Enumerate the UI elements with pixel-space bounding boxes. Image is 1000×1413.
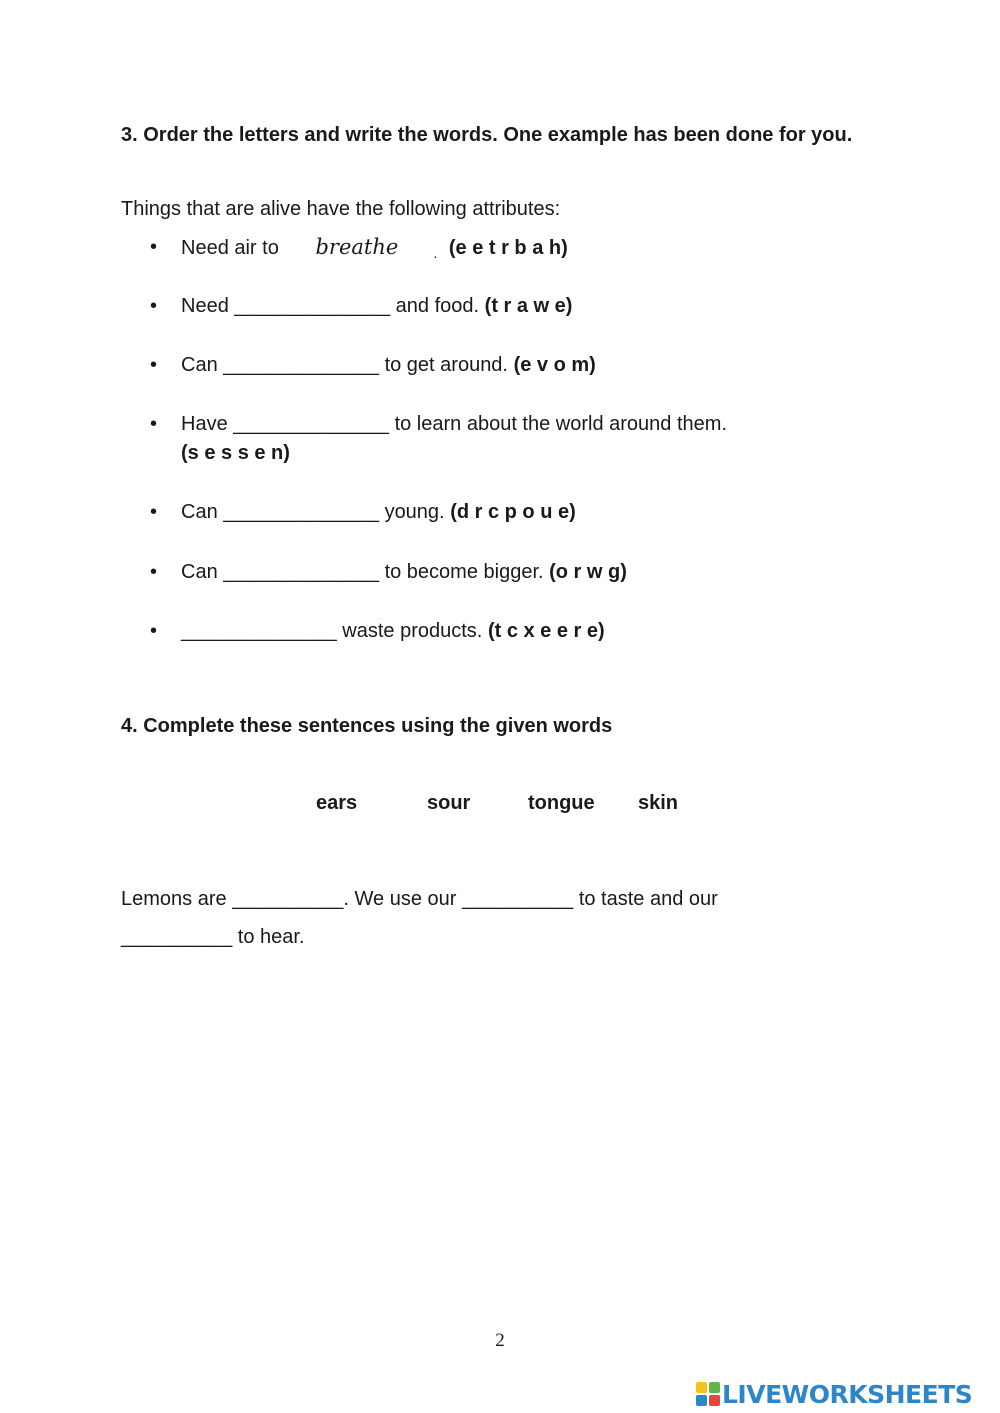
answer-blank[interactable]: ______________ bbox=[234, 295, 391, 317]
scrambled-letters: (s e s s e n) bbox=[181, 442, 290, 464]
logo-square bbox=[696, 1382, 707, 1393]
scrambled-letters: (d r c p o u e) bbox=[450, 501, 576, 523]
item-text: waste products. bbox=[342, 620, 483, 642]
word-bank-item[interactable]: sour bbox=[427, 792, 471, 814]
word-bank bbox=[0, 792, 1000, 822]
answer-blank[interactable]: __________ bbox=[121, 926, 233, 948]
bullet-icon: • bbox=[150, 236, 158, 258]
example-answer: breathe bbox=[315, 235, 399, 259]
item-text: Can bbox=[181, 354, 218, 376]
logo-square bbox=[696, 1395, 707, 1406]
item-text: young. bbox=[384, 501, 445, 523]
sentence-text: Lemons are bbox=[121, 888, 227, 910]
liveworksheets-logo[interactable] bbox=[696, 1378, 972, 1410]
sentence-text: to hear. bbox=[237, 926, 305, 948]
scrambled-letters: (e v o m) bbox=[513, 354, 596, 376]
fill-in-sentence bbox=[121, 880, 718, 956]
page-number: 2 bbox=[495, 1330, 505, 1351]
answer-blank[interactable]: ______________ bbox=[181, 620, 337, 642]
sentence-text: to taste and our bbox=[578, 888, 718, 910]
section-3-title: 3. Order the letters and write the words. One example has been done for you. bbox=[121, 124, 853, 146]
bullet-icon: • bbox=[150, 620, 158, 642]
brand-name: LIVEWORKSHEETS bbox=[722, 1379, 973, 1409]
logo-grid-icon bbox=[696, 1382, 720, 1406]
item-text: Need bbox=[181, 295, 229, 317]
item-text: to learn about the world around them. bbox=[394, 413, 727, 435]
word-bank-item[interactable]: tongue bbox=[528, 792, 595, 814]
item-text: to get around. bbox=[384, 354, 508, 376]
bullet-icon: • bbox=[150, 561, 158, 583]
section-4-title: 4. Complete these sentences using the given words bbox=[121, 715, 613, 737]
logo-square bbox=[709, 1382, 720, 1393]
word-bank-item[interactable]: skin bbox=[638, 792, 679, 814]
bullet-icon: • bbox=[150, 413, 158, 435]
answer-blank[interactable]: ______________ bbox=[223, 561, 379, 583]
answer-blank[interactable]: __________ bbox=[232, 888, 344, 910]
scrambled-letters: (t r a w e) bbox=[484, 295, 573, 317]
scrambled-letters: (t c x e e r e) bbox=[487, 620, 605, 642]
scrambled-letters: (e e t r b a h) bbox=[448, 237, 568, 259]
item-text: Need air to bbox=[181, 237, 279, 259]
answer-blank[interactable]: ______________ bbox=[223, 354, 379, 376]
scrambled-letters: (o r w g) bbox=[549, 561, 627, 583]
answer-blank[interactable]: ______________ bbox=[223, 501, 379, 523]
answer-blank[interactable]: ______________ bbox=[233, 413, 389, 435]
logo-square bbox=[709, 1395, 720, 1406]
item-text: to become bigger. bbox=[384, 561, 544, 583]
sentence-text: . We use our bbox=[343, 888, 457, 910]
word-bank-item[interactable]: ears bbox=[316, 792, 358, 814]
answer-blank[interactable]: __________ bbox=[462, 888, 574, 910]
item-text: and food. bbox=[395, 295, 480, 317]
dot-mark: . bbox=[433, 245, 438, 261]
item-text: Have bbox=[181, 413, 228, 435]
section-3-intro: Things that are alive have the following attributes: bbox=[121, 198, 561, 220]
item-text: Can bbox=[181, 501, 218, 523]
bullet-icon: • bbox=[150, 501, 158, 523]
item-text: Can bbox=[181, 561, 218, 583]
bullet-icon: • bbox=[150, 295, 158, 317]
bullet-icon: • bbox=[150, 354, 158, 376]
